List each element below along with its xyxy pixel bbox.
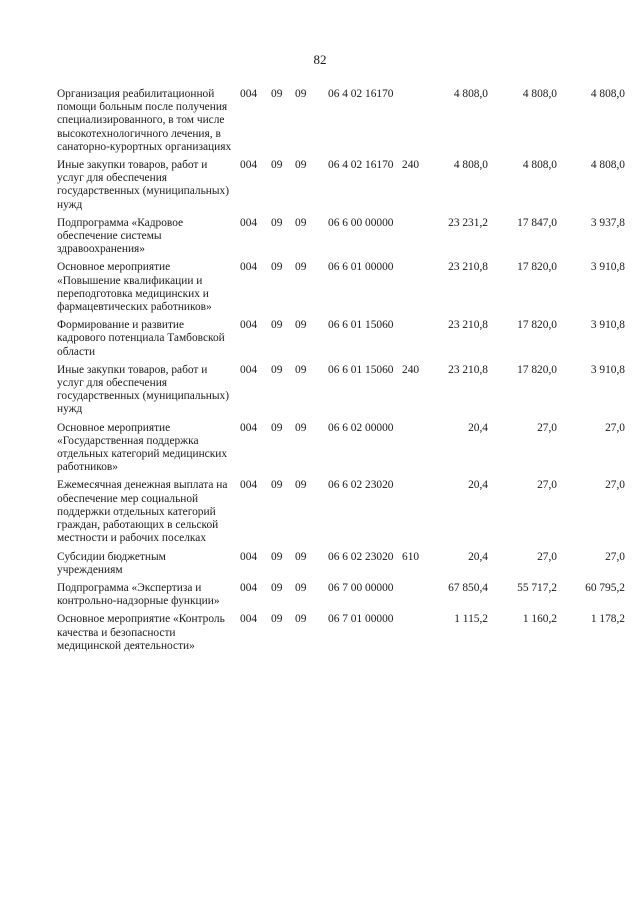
row-amount-3: 3 910,8 [590,319,625,332]
row-section-code: 09 [271,581,283,594]
row-amount-2: 17 820,0 [517,319,557,332]
row-amount-1: 20,4 [468,479,488,492]
row-target-article: 06 6 02 00000 [328,421,394,434]
row-ved-code: 004 [240,88,258,100]
row-amount-2: 1 160,2 [522,613,557,626]
row-subsection-code: 09 [295,216,307,229]
row-amount-3: 3 910,8 [590,363,625,376]
row-section-code: 09 [271,550,283,563]
row-ved-code: 004 [240,550,258,563]
row-amount-3: 4 808,0 [590,159,625,172]
row-target-article: 06 7 01 00000 [328,613,394,626]
row-amount-2: 27,0 [537,550,557,563]
row-ved-code: 004 [240,581,258,594]
page-number: 82 [313,52,327,67]
row-target-article: 06 6 01 15060 [328,363,394,376]
row-ved-code: 004 [240,479,258,492]
row-section-code: 09 [271,261,283,274]
table-row [57,479,625,545]
table-row [57,319,625,359]
row-target-article: 06 4 02 16170 [328,88,394,100]
row-amount-2: 17 820,0 [517,261,557,274]
row-ved-code: 004 [240,159,258,172]
row-amount-1: 23 210,8 [448,261,488,274]
row-amount-2: 27,0 [537,421,557,434]
row-subsection-code: 09 [295,421,307,434]
row-name: Основное мероприятие «Повышение квалификации и переподготовка медицинских и фармацевтических работников» [57,261,212,314]
row-amount-2: 27,0 [537,479,557,492]
row-expense-type: 240 [402,363,420,376]
row-ved-code: 004 [240,216,258,229]
row-ved-code: 004 [240,421,258,434]
row-name: Организация реабилитационной помощи больным после получения специализированного, в том числе высокотехнологичного лечения, в санаторно-курортных организациях [57,88,232,153]
row-name: Основное мероприятие «Государственная поддержка отдельных категорий медицинских работников» [57,421,228,474]
row-target-article: 06 6 00 00000 [328,216,394,229]
row-name: Ежемесячная денежная выплата на обеспечение мер социальной поддержки отдельных категорий граждан, работающих в сельской местности и рабочих поселках [57,479,228,545]
row-section-code: 09 [271,319,283,332]
row-amount-3: 3 910,8 [590,261,625,274]
table-row [57,613,625,653]
table-row [57,159,625,212]
row-subsection-code: 09 [295,88,307,100]
row-amount-3: 27,0 [605,421,625,434]
row-amount-1: 23 210,8 [448,319,488,332]
row-name: Субсидии бюджетным учреждениям [57,550,166,576]
row-subsection-code: 09 [295,159,307,172]
row-subsection-code: 09 [295,581,307,594]
row-amount-2: 4 808,0 [522,159,557,172]
row-ved-code: 004 [240,319,258,332]
row-amount-1: 20,4 [468,421,488,434]
row-amount-1: 4 808,0 [453,159,488,172]
row-section-code: 09 [271,159,283,172]
row-name: Основное мероприятие «Контроль качества и безопасности медицинской деятельности» [57,613,225,652]
row-target-article: 06 6 01 00000 [328,261,394,274]
row-amount-1: 23 210,8 [448,363,488,376]
row-subsection-code: 09 [295,550,307,563]
row-section-code: 09 [271,363,283,376]
row-name: Формирование и развитие кадрового потенциала Тамбовской области [57,319,225,358]
row-amount-3: 60 795,2 [585,581,625,594]
row-amount-1: 1 115,2 [454,613,488,626]
row-amount-2: 17 820,0 [517,363,557,376]
row-name: Подпрограмма «Кадровое обеспечение системы здравоохранения» [57,216,184,256]
row-ved-code: 004 [240,261,258,274]
table-row [57,421,625,475]
row-ved-code: 004 [240,613,258,626]
row-target-article: 06 6 02 23020 [328,550,394,563]
row-ved-code: 004 [240,363,258,376]
row-section-code: 09 [271,216,283,229]
table-row [57,216,625,257]
row-amount-2: 55 717,2 [517,581,557,594]
row-target-article: 06 6 01 15060 [328,319,394,332]
row-amount-3: 3 937,8 [590,216,625,229]
row-amount-3: 4 808,0 [590,88,625,100]
table-row [57,261,625,314]
row-subsection-code: 09 [295,261,307,274]
row-name: Иные закупки товаров, работ и услуг для обеспечения государственных (муниципальных) нужд [57,159,230,211]
row-expense-type: 610 [402,550,420,563]
budget-table [57,88,625,658]
row-amount-1: 23 231,2 [448,216,488,229]
row-section-code: 09 [271,479,283,492]
table-row [57,581,625,608]
row-subsection-code: 09 [295,613,307,626]
row-amount-1: 20,4 [468,550,488,563]
row-amount-1: 4 808,0 [453,88,488,100]
row-target-article: 06 6 02 23020 [328,479,394,492]
row-amount-1: 67 850,4 [448,581,488,594]
table-row [57,88,625,154]
row-section-code: 09 [271,613,283,626]
row-amount-3: 27,0 [605,479,625,492]
row-subsection-code: 09 [295,319,307,332]
row-amount-3: 1 178,2 [590,613,625,626]
row-target-article: 06 7 00 00000 [328,581,394,594]
table-row [57,550,625,577]
row-name: Иные закупки товаров, работ и услуг для обеспечения государственных (муниципальных) нужд [57,363,230,416]
row-section-code: 09 [271,421,283,434]
row-section-code: 09 [271,88,283,100]
row-target-article: 06 4 02 16170 [328,159,394,172]
row-subsection-code: 09 [295,479,307,492]
row-expense-type: 240 [402,159,420,172]
row-name: Подпрограмма «Экспертиза и контрольно-надзорные функции» [57,581,220,608]
table-row [57,363,625,417]
row-amount-2: 4 808,0 [522,88,557,100]
row-amount-2: 17 847,0 [517,216,557,229]
row-amount-3: 27,0 [605,550,625,563]
row-subsection-code: 09 [295,363,307,376]
